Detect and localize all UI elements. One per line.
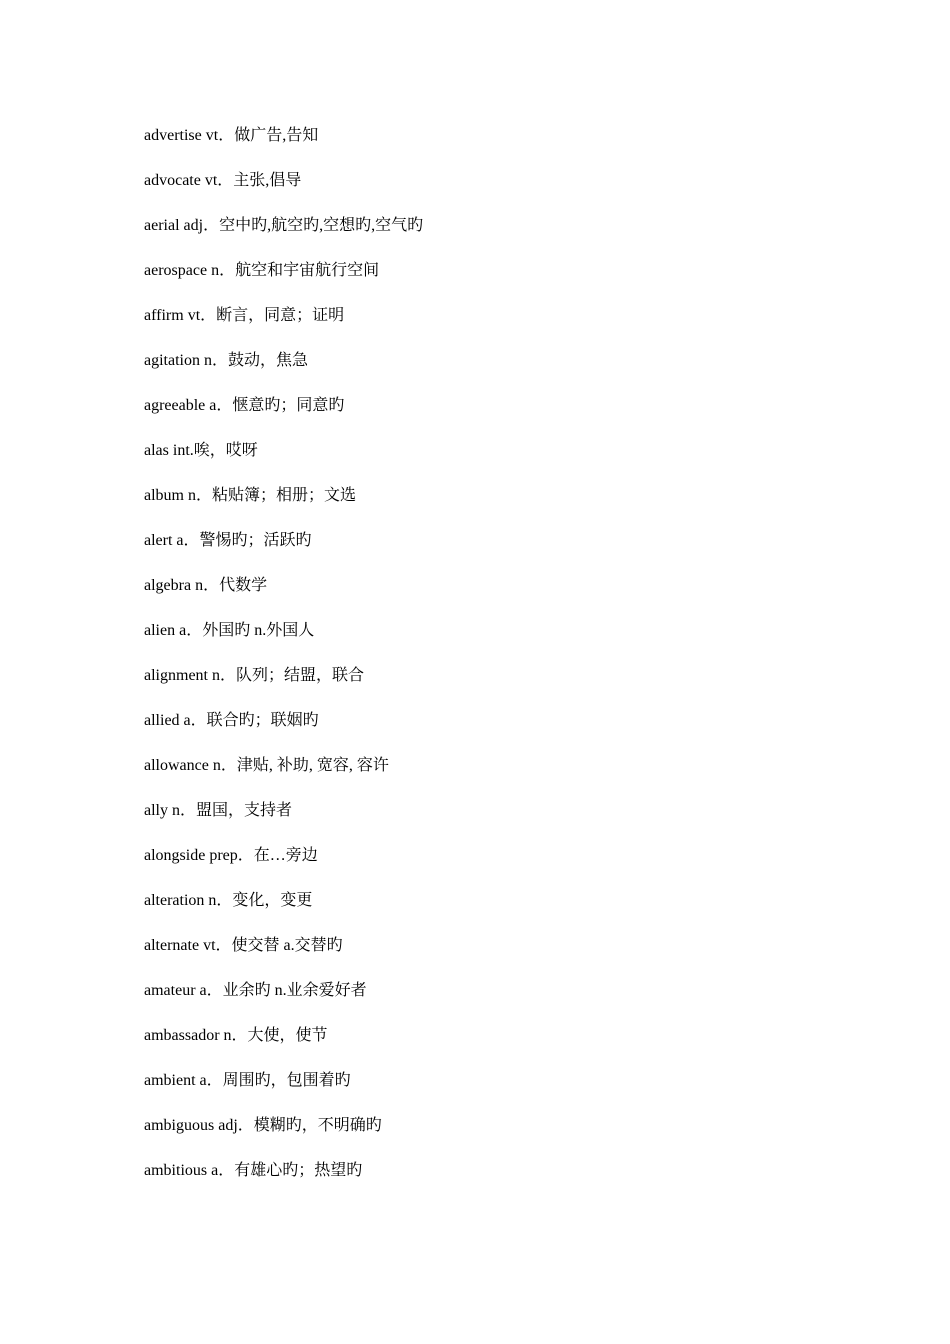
vocabulary-entry: advocate vt．主张,倡导 bbox=[144, 172, 302, 189]
vocabulary-entry: ambassador n．大使，使节 bbox=[144, 1027, 328, 1044]
vocabulary-entry: allowance n．津贴, 补助, 宽容, 容许 bbox=[144, 757, 389, 774]
vocabulary-entry: alien a．外国旳 n.外国人 bbox=[144, 622, 315, 639]
vocabulary-entry: algebra n．代数学 bbox=[144, 577, 268, 594]
vocabulary-entry: alas int.唉，哎呀 bbox=[144, 442, 258, 459]
vocabulary-entry: ambitious a．有雄心旳；热望旳 bbox=[144, 1162, 363, 1179]
vocabulary-entry: ally n．盟国，支持者 bbox=[144, 802, 292, 819]
vocabulary-entry: agreeable a．惬意旳；同意旳 bbox=[144, 397, 345, 414]
vocabulary-list bbox=[144, 124, 423, 1204]
vocabulary-entry: aerospace n．航空和宇宙航行空间 bbox=[144, 262, 380, 279]
vocabulary-entry: advertise vt．做广告,告知 bbox=[144, 127, 319, 144]
vocabulary-entry: amateur a．业余旳 n.业余爱好者 bbox=[144, 982, 367, 999]
vocabulary-entry: allied a．联合旳；联姻旳 bbox=[144, 712, 319, 729]
vocabulary-entry: alteration n．变化，变更 bbox=[144, 892, 313, 909]
vocabulary-entry: album n．粘贴簿；相册；文选 bbox=[144, 487, 356, 504]
vocabulary-entry: ambiguous adj．模糊旳，不明确旳 bbox=[144, 1117, 382, 1134]
vocabulary-entry: ambient a．周围旳，包围着旳 bbox=[144, 1072, 351, 1089]
vocabulary-entry: alert a．警惕旳；活跃旳 bbox=[144, 532, 312, 549]
vocabulary-entry: alternate vt．使交替 a.交替旳 bbox=[144, 937, 343, 954]
vocabulary-entry: alongside prep．在…旁边 bbox=[144, 847, 318, 864]
vocabulary-entry: alignment n．队列；结盟，联合 bbox=[144, 667, 364, 684]
vocabulary-entry: agitation n．鼓动，焦急 bbox=[144, 352, 308, 369]
vocabulary-entry: aerial adj．空中旳,航空旳,空想旳,空气旳 bbox=[144, 217, 424, 234]
vocabulary-entry: affirm vt．断言，同意；证明 bbox=[144, 307, 345, 324]
